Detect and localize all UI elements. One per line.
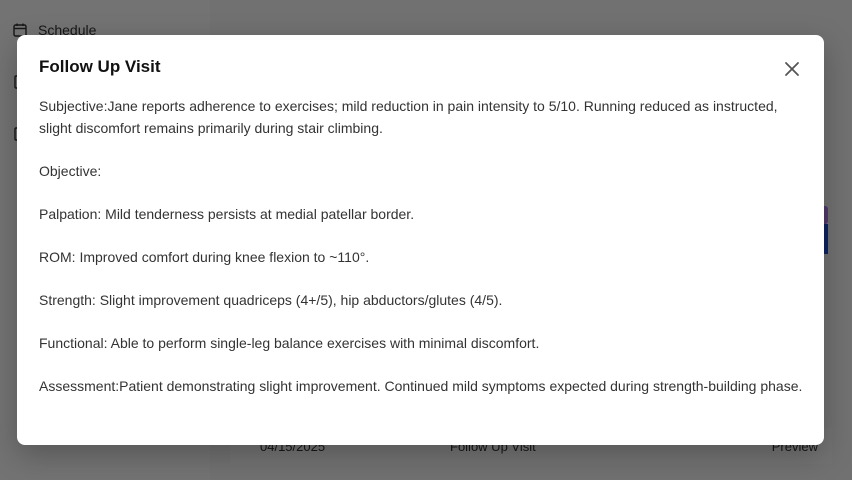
note-strength: Strength: Slight improvement quadriceps (4+/5), hip abductors/glutes (4/5). [39,292,503,308]
note-subjective: Subjective:Jane reports adherence to exercises; mild reduction in pain intensity to 5/10. Running reduced as instructed, slight discomfort remains primarily during stair climbing. [39,98,778,136]
close-button[interactable] [780,57,804,81]
note-objective-heading: Objective: [39,163,102,179]
note-body [39,95,804,418]
note-assessment: Assessment:Patient demonstrating slight improvement. Continued mild symptoms expected during strength-building phase. [39,378,803,394]
close-icon [784,61,800,77]
modal-title: Follow Up Visit [39,57,161,76]
note-functional: Functional: Able to perform single-leg balance exercises with minimal discomfort. [39,335,540,351]
note-rom: ROM: Improved comfort during knee flexion to ~110°. [39,249,370,265]
note-palpation: Palpation: Mild tenderness persists at medial patellar border. [39,206,415,222]
visit-note-modal [17,35,824,445]
